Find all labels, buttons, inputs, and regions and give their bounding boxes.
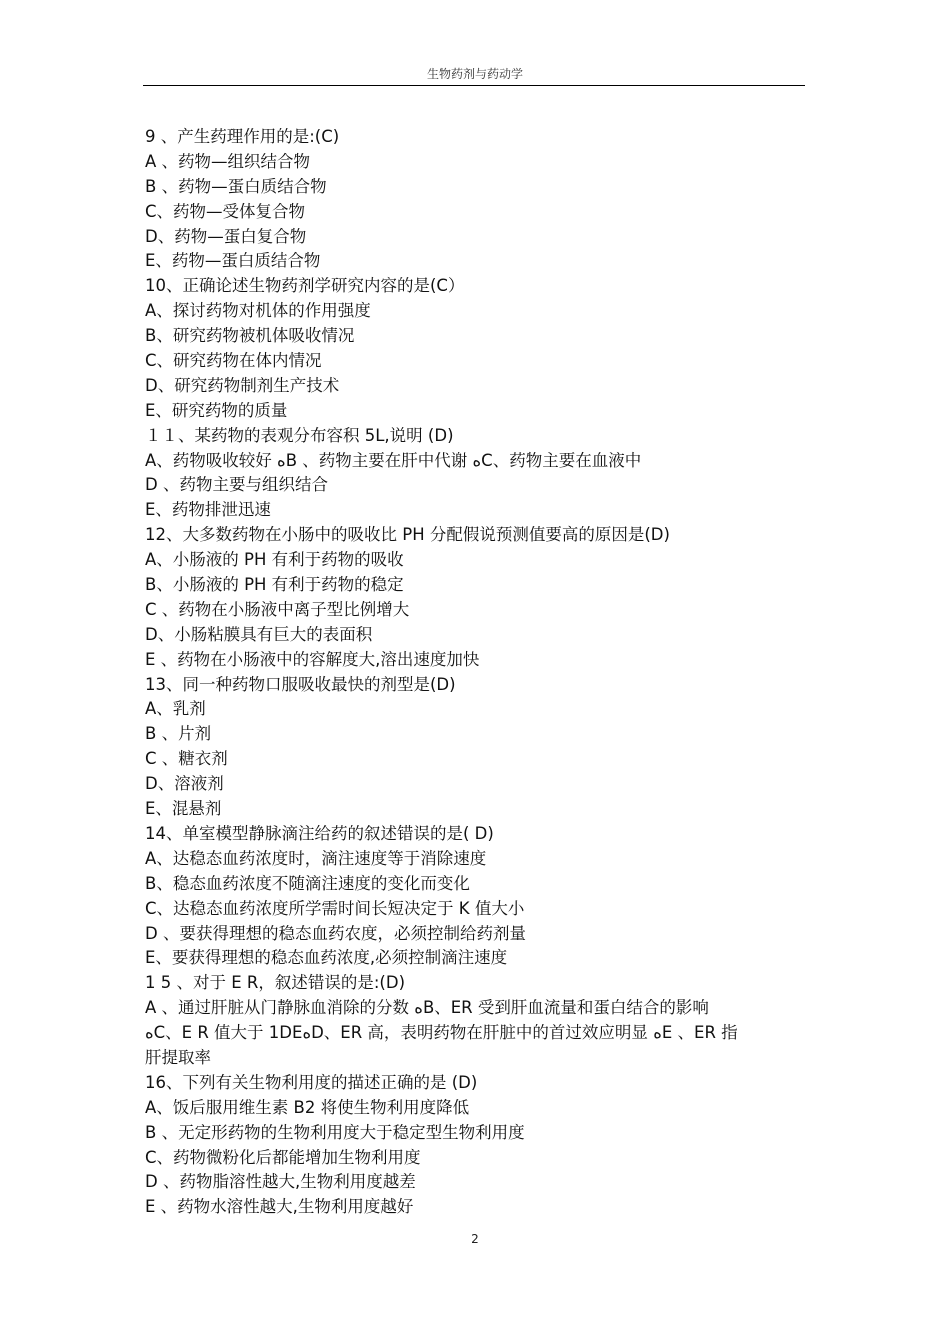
text-line: 12、大多数药物在小肠中的吸收比 PH 分配假说预测值要高的原因是(D) xyxy=(145,525,670,545)
text-line: D 、药物脂溶性越大,生物利用度越差 xyxy=(145,1172,416,1192)
text-line: B 、无定形药物的生物利用度大于稳定型生物利用度 xyxy=(145,1122,525,1142)
text-line: D、溶液剂 xyxy=(145,774,224,794)
text-line: 13、同一种药物口服吸收最快的剂型是(D) xyxy=(145,674,456,694)
text-line: C 、药物在小肠液中离子型比例增大 xyxy=(145,599,410,619)
header-divider xyxy=(143,85,805,86)
text-line: E、研究药物的质量 xyxy=(145,400,288,420)
text-line: A 、药物—组织结合物 xyxy=(145,151,311,171)
text-line: B、稳态血药浓度不随滴注速度的变化而变化 xyxy=(145,873,470,893)
text-line: A、探讨药物对机体的作用强度 xyxy=(145,301,371,321)
text-line: A 、通过肝脏从门静脉血消除的分数 ﻩB、ER 受到肝血流量和蛋白结合的影响 xyxy=(145,998,709,1018)
text-line: A、乳剂 xyxy=(145,699,206,719)
text-line: A、达稳态血药浓度时，滴注速度等于消除速度 xyxy=(145,848,487,868)
text-line: 16、下列有关生物利用度的描述正确的是 (D) xyxy=(145,1072,478,1092)
text-line: B 、药物—蛋白质结合物 xyxy=(145,176,327,196)
text-line: 14、单室模型静脉滴注给药的叙述错误的是( D) xyxy=(145,823,494,843)
text-line: D 、药物主要与组织结合 xyxy=(145,475,328,495)
text-line: E、药物排泄迅速 xyxy=(145,500,271,520)
text-line: A、药物吸收较好 ﻩB 、药物主要在肝中代谢 ﻩC、药物主要在血液中 xyxy=(145,450,642,470)
text-line: D、药物—蛋白复合物 xyxy=(145,226,307,246)
document-body xyxy=(145,125,807,1220)
text-line: １１、某药物的表观分布容积 5L,说明 (D) xyxy=(145,425,454,445)
text-line: C、药物微粉化后都能增加生物利用度 xyxy=(145,1147,421,1167)
text-line: B 、片剂 xyxy=(145,724,212,744)
text-line: ﻩC、E R 值大于 1DEﻩD、ER 高，表明药物在肝脏中的首过效应明显 ﻩE 、ER 指 xyxy=(145,1023,738,1043)
text-line: C 、糖衣剂 xyxy=(145,749,228,769)
text-line: C、研究药物在体内情况 xyxy=(145,351,322,371)
text-line: D 、要获得理想的稳态血药农度，必须控制给药剂量 xyxy=(145,923,526,943)
text-line: E 、药物水溶性越大,生物利用度越好 xyxy=(145,1197,414,1217)
text-line: B、小肠液的 PH 有利于药物的稳定 xyxy=(145,575,404,595)
text-line: A、饭后服用维生素 B2 将使生物利用度降低 xyxy=(145,1097,470,1117)
text-line: E、混悬剂 xyxy=(145,799,222,819)
text-line: C、药物—受体复合物 xyxy=(145,201,306,221)
page-header-title: 生物药剂与药动学 xyxy=(426,67,523,81)
text-line: C、达稳态血药浓度所学需时间长短决定于 K 值大小 xyxy=(145,898,525,918)
text-line: E、药物—蛋白质结合物 xyxy=(145,251,321,271)
text-line: D、研究药物制剂生产技术 xyxy=(145,375,340,395)
text-line: D、小肠粘膜具有巨大的表面积 xyxy=(145,624,373,644)
text-line: A、小肠液的 PH 有利于药物的吸收 xyxy=(145,550,404,570)
text-line: 10、正确论述生物药剂学研究内容的是(C） xyxy=(145,276,465,296)
text-line: 肝提取率 xyxy=(145,1047,211,1067)
text-line: E 、药物在小肠液中的容解度大,溶出速度加快 xyxy=(145,649,480,669)
text-line: 1 5 、对于 E R，叙述错误的是:(D) xyxy=(145,973,406,993)
page-number: 2 xyxy=(471,1232,479,1246)
text-line: E、要获得理想的稳态血药浓度,必须控制滴注速度 xyxy=(145,948,508,968)
text-line: 9 、产生药理作用的是:(C) xyxy=(145,127,340,146)
text-line: B、研究药物被机体吸收情况 xyxy=(145,326,355,346)
